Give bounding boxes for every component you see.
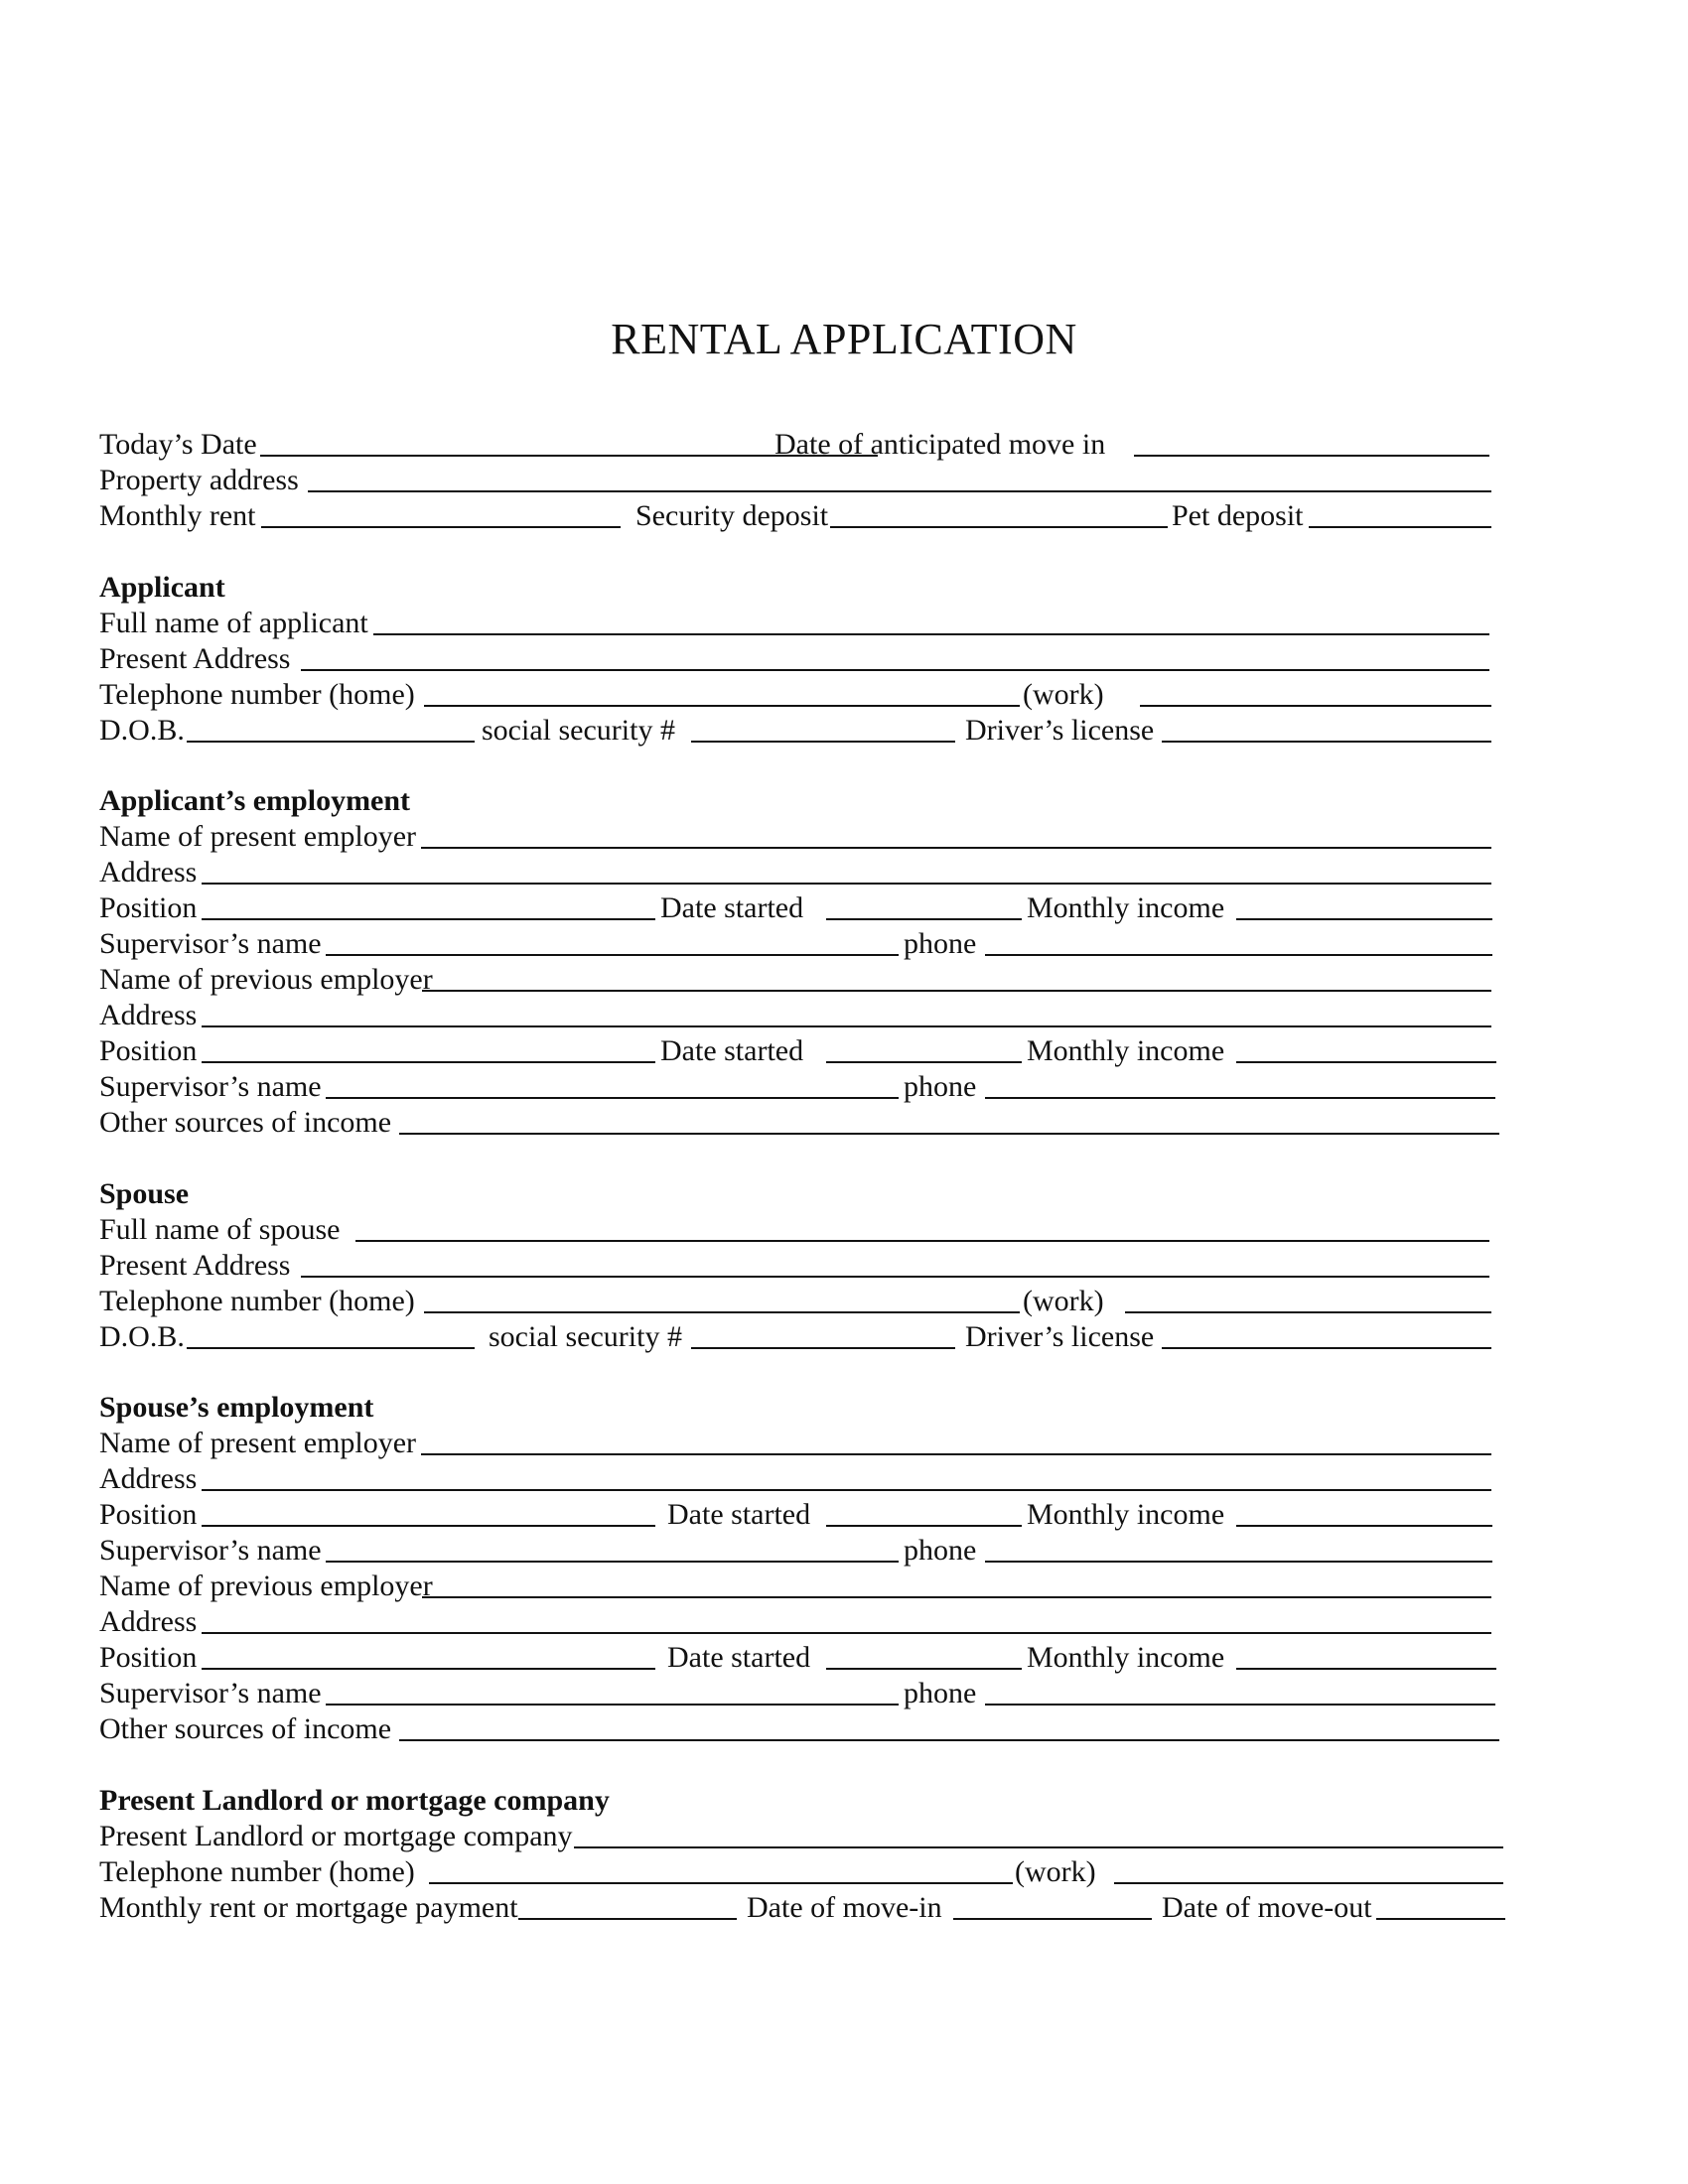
applicant-tel-work-field[interactable] xyxy=(1140,705,1491,707)
sp-prev-supervisor-field[interactable] xyxy=(326,1704,899,1706)
app-date-started-field[interactable] xyxy=(826,918,1022,920)
spouse-address-field[interactable] xyxy=(301,1276,1489,1278)
applicant-tel-home-label: Telephone number (home) xyxy=(99,678,415,711)
app-previous-employer-field[interactable] xyxy=(422,990,1491,992)
applicant-heading: Applicant xyxy=(99,571,225,604)
applicant-license-label: Driver’s license xyxy=(965,714,1155,747)
app-present-employer-label: Name of present employer xyxy=(99,820,417,853)
spouse-tel-home-field[interactable] xyxy=(424,1311,1020,1313)
app-employer-address-field[interactable] xyxy=(202,883,1491,885)
applicant-dob-label: D.O.B. xyxy=(99,714,185,747)
sp-prev-date-started-field[interactable] xyxy=(826,1668,1022,1670)
app-prev-monthly-income-label: Monthly income xyxy=(1027,1034,1225,1067)
sp-prev-position-label: Position xyxy=(99,1641,198,1674)
app-position-label: Position xyxy=(99,891,198,924)
spouse-dob-field[interactable] xyxy=(187,1347,475,1349)
sp-prev-supervisor-phone-field[interactable] xyxy=(985,1704,1495,1706)
app-prev-supervisor-label: Supervisor’s name xyxy=(99,1070,322,1103)
spouse-tel-work-field[interactable] xyxy=(1125,1311,1491,1313)
sp-monthly-income-label: Monthly income xyxy=(1027,1498,1225,1531)
spouse-tel-work-label: (work) xyxy=(1023,1285,1104,1317)
security-deposit-field[interactable] xyxy=(830,526,1168,528)
applicant-name-label: Full name of applicant xyxy=(99,607,368,639)
applicant-employment-heading: Applicant’s employment xyxy=(99,784,411,817)
app-previous-employer-label: Name of previous employer xyxy=(99,963,433,996)
app-prev-supervisor-phone-field[interactable] xyxy=(985,1097,1495,1099)
move-in-date-field[interactable] xyxy=(1134,455,1489,457)
spouse-license-label: Driver’s license xyxy=(965,1320,1155,1353)
property-address-label: Property address xyxy=(99,464,299,496)
spouse-ssn-field[interactable] xyxy=(691,1347,955,1349)
app-prev-position-label: Position xyxy=(99,1034,198,1067)
landlord-monthly-payment-field[interactable] xyxy=(518,1918,737,1920)
landlord-tel-work-field[interactable] xyxy=(1114,1882,1503,1884)
app-present-employer-field[interactable] xyxy=(421,847,1491,849)
landlord-move-in-field[interactable] xyxy=(953,1918,1152,1920)
app-prev-date-started-field[interactable] xyxy=(826,1061,1022,1063)
app-position-field[interactable] xyxy=(202,918,655,920)
app-monthly-income-label: Monthly income xyxy=(1027,891,1225,924)
spouse-name-label: Full name of spouse xyxy=(99,1213,341,1246)
todays-date-label: Today’s Date xyxy=(99,428,257,461)
sp-employer-address-label: Address xyxy=(99,1462,198,1495)
applicant-address-label: Present Address xyxy=(99,642,291,675)
pet-deposit-field[interactable] xyxy=(1309,526,1491,528)
app-prev-address-label: Address xyxy=(99,999,198,1031)
page-title: RENTAL APPLICATION xyxy=(611,315,1077,363)
sp-prev-monthly-income-label: Monthly income xyxy=(1027,1641,1225,1674)
app-prev-supervisor-field[interactable] xyxy=(326,1097,899,1099)
sp-monthly-income-field[interactable] xyxy=(1236,1525,1492,1527)
applicant-license-field[interactable] xyxy=(1162,741,1491,743)
sp-prev-monthly-income-field[interactable] xyxy=(1236,1668,1496,1670)
sp-date-started-field[interactable] xyxy=(826,1525,1022,1527)
applicant-dob-field[interactable] xyxy=(187,741,475,743)
sp-prev-address-label: Address xyxy=(99,1605,198,1638)
pet-deposit-label: Pet deposit xyxy=(1172,499,1304,532)
app-employer-address-label: Address xyxy=(99,856,198,888)
sp-supervisor-phone-label: phone xyxy=(904,1534,977,1567)
spouse-ssn-label: social security # xyxy=(489,1320,682,1353)
sp-present-employer-label: Name of present employer xyxy=(99,1427,417,1459)
spouse-name-field[interactable] xyxy=(355,1240,1489,1242)
applicant-ssn-label: social security # xyxy=(482,714,675,747)
app-prev-date-started-label: Date started xyxy=(660,1034,804,1067)
security-deposit-label: Security deposit xyxy=(635,499,829,532)
landlord-move-in-label: Date of move-in xyxy=(747,1891,942,1924)
app-monthly-income-field[interactable] xyxy=(1236,918,1492,920)
spouse-employment-heading: Spouse’s employment xyxy=(99,1391,374,1424)
sp-prev-supervisor-label: Supervisor’s name xyxy=(99,1677,322,1709)
app-supervisor-field[interactable] xyxy=(326,954,899,956)
app-supervisor-phone-field[interactable] xyxy=(985,954,1492,956)
monthly-rent-field[interactable] xyxy=(261,526,621,528)
sp-supervisor-phone-field[interactable] xyxy=(985,1561,1492,1563)
app-prev-supervisor-phone-label: phone xyxy=(904,1070,977,1103)
app-prev-address-field[interactable] xyxy=(202,1025,1491,1027)
sp-prev-address-field[interactable] xyxy=(202,1632,1491,1634)
landlord-move-out-field[interactable] xyxy=(1376,1918,1505,1920)
app-supervisor-label: Supervisor’s name xyxy=(99,927,322,960)
applicant-address-field[interactable] xyxy=(301,669,1489,671)
landlord-tel-work-label: (work) xyxy=(1015,1855,1096,1888)
app-prev-monthly-income-field[interactable] xyxy=(1236,1061,1496,1063)
applicant-tel-home-field[interactable] xyxy=(424,705,1020,707)
monthly-rent-label: Monthly rent xyxy=(99,499,256,532)
sp-supervisor-field[interactable] xyxy=(326,1561,899,1563)
sp-prev-position-field[interactable] xyxy=(202,1668,655,1670)
spouse-tel-home-label: Telephone number (home) xyxy=(99,1285,415,1317)
sp-prev-date-started-label: Date started xyxy=(667,1641,811,1674)
sp-date-started-label: Date started xyxy=(667,1498,811,1531)
landlord-tel-home-label: Telephone number (home) xyxy=(99,1855,415,1888)
landlord-heading: Present Landlord or mortgage company xyxy=(99,1784,610,1817)
sp-employer-address-field[interactable] xyxy=(202,1489,1491,1491)
app-prev-position-field[interactable] xyxy=(202,1061,655,1063)
spouse-heading: Spouse xyxy=(99,1177,190,1210)
property-address-field[interactable] xyxy=(308,490,1491,492)
sp-other-income-field[interactable] xyxy=(399,1739,1499,1741)
spouse-license-field[interactable] xyxy=(1162,1347,1491,1349)
app-other-income-field[interactable] xyxy=(399,1133,1499,1135)
applicant-name-field[interactable] xyxy=(373,633,1489,635)
sp-previous-employer-field[interactable] xyxy=(422,1596,1491,1598)
move-in-date-label: Date of anticipated move in xyxy=(774,428,1106,461)
sp-supervisor-label: Supervisor’s name xyxy=(99,1534,322,1567)
app-other-income-label: Other sources of income xyxy=(99,1106,392,1139)
applicant-tel-work-label: (work) xyxy=(1023,678,1104,711)
landlord-monthly-payment-label: Monthly rent or mortgage payment xyxy=(99,1891,518,1924)
app-supervisor-phone-label: phone xyxy=(904,927,977,960)
sp-previous-employer-label: Name of previous employer xyxy=(99,1570,433,1602)
spouse-dob-label: D.O.B. xyxy=(99,1320,185,1353)
spouse-address-label: Present Address xyxy=(99,1249,291,1282)
landlord-tel-home-field[interactable] xyxy=(429,1882,1013,1884)
landlord-move-out-label: Date of move-out xyxy=(1162,1891,1372,1924)
sp-other-income-label: Other sources of income xyxy=(99,1712,392,1745)
sp-present-employer-field[interactable] xyxy=(421,1453,1491,1455)
sp-position-field[interactable] xyxy=(202,1525,655,1527)
sp-position-label: Position xyxy=(99,1498,198,1531)
landlord-company-label: Present Landlord or mortgage company xyxy=(99,1820,573,1852)
sp-prev-supervisor-phone-label: phone xyxy=(904,1677,977,1709)
landlord-company-field[interactable] xyxy=(574,1846,1503,1848)
applicant-ssn-field[interactable] xyxy=(691,741,955,743)
app-date-started-label: Date started xyxy=(660,891,804,924)
